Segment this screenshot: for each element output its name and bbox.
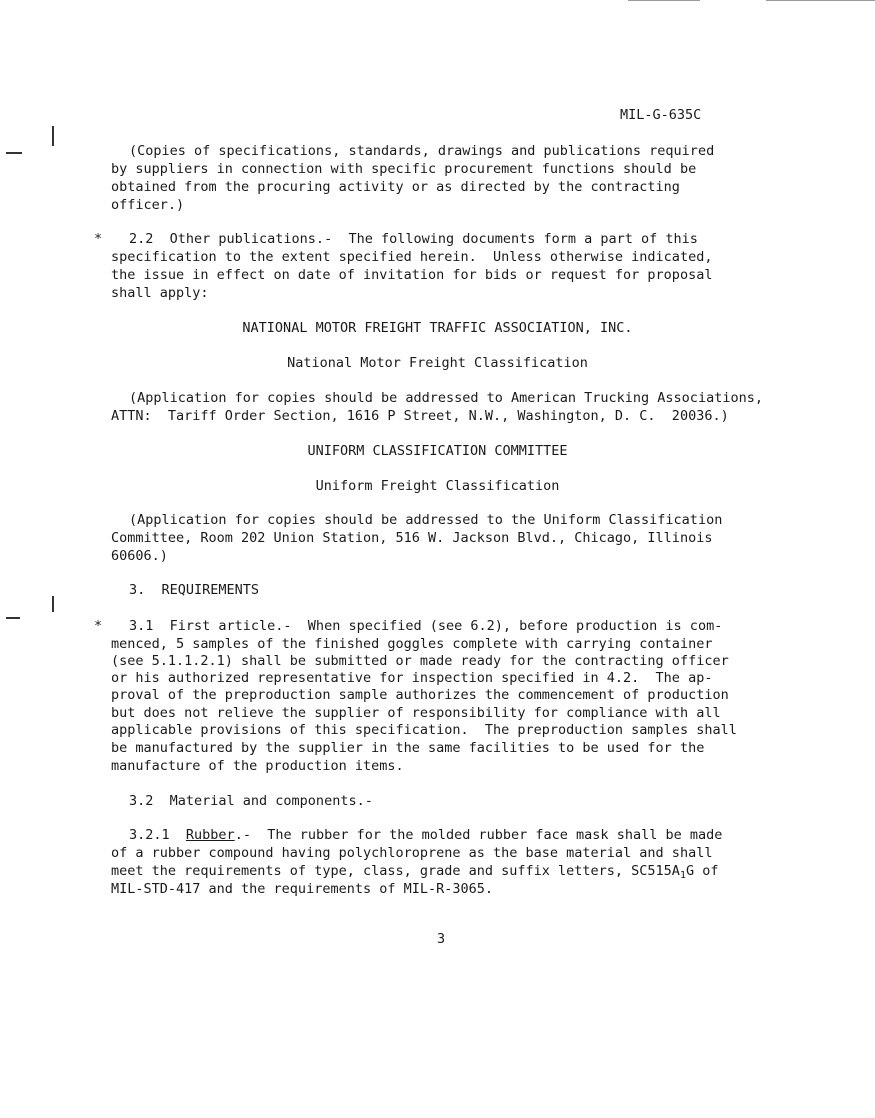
text-line: the issue in effect on date of invitation for bids or request for proposal <box>111 267 713 283</box>
margin-mark <box>52 596 54 612</box>
paragraph-text: .- The rubber for the molded rubber face mask shall be made <box>234 827 723 843</box>
text-line: (Application for copies should be addressed to American Trucking Associations, <box>129 390 763 406</box>
text-line: 3.1 First article.- When specified (see 6.2), before production is com- <box>129 618 723 634</box>
text-line: by suppliers in connection with specific procurement functions should be <box>111 161 697 177</box>
text-line <box>129 826 722 844</box>
section-heading: 3. REQUIREMENTS <box>129 582 260 598</box>
text-line: menced, 5 samples of the finished goggles complete with carrying container <box>111 636 713 652</box>
publication-title: National Motor Freight Classification <box>287 355 588 371</box>
text-line: ATTN: Tariff Order Section, 1616 P Street, N.W., Washington, D. C. 20036.) <box>111 408 729 424</box>
text-line: (Copies of specifications, standards, drawings and publications required <box>129 143 715 159</box>
scan-edge-mark <box>766 0 875 1</box>
org-heading: NATIONAL MOTOR FREIGHT TRAFFIC ASSOCIATION, INC. <box>242 320 633 336</box>
text-line: or his authorized representative for inspection specified in 4.2. The ap- <box>111 670 713 686</box>
text-line: obtained from the procuring activity or as directed by the contracting <box>111 179 680 195</box>
change-mark: * <box>94 618 103 634</box>
section-heading: 3.2 Material and components.- <box>129 793 373 809</box>
text-line: officer.) <box>111 197 185 213</box>
text-line: shall apply: <box>111 285 209 301</box>
margin-mark <box>6 617 20 619</box>
margin-mark <box>52 126 54 146</box>
text-line: applicable provisions of this specification. The preproduction samples shall <box>111 722 737 738</box>
text-line: manufacture of the production items. <box>111 758 404 774</box>
doc-number: MIL-G-635C <box>620 107 702 123</box>
scan-edge-mark <box>628 0 700 1</box>
margin-mark <box>6 152 22 154</box>
text-line: (Application for copies should be addressed to the Uniform Classification <box>129 512 723 528</box>
org-heading: UNIFORM CLASSIFICATION COMMITTEE <box>307 443 568 459</box>
text-line: of a rubber compound having polychloroprene as the base material and shall <box>111 845 713 861</box>
page-number: 3 <box>437 931 446 947</box>
text-line: (see 5.1.1.2.1) shall be submitted or made ready for the contracting officer <box>111 653 729 669</box>
text-line: 60606.) <box>111 548 168 564</box>
text-line: but does not relieve the supplier of responsibility for compliance with all <box>111 705 721 721</box>
change-mark: * <box>94 231 103 247</box>
paragraph-title: Rubber <box>185 827 235 843</box>
paragraph-number: 3.2.1 <box>129 827 170 843</box>
subscript: 1 <box>679 870 686 881</box>
paragraph-text: meet the requirements of type, class, grade and suffix letters, SC515A <box>111 863 680 879</box>
text-line: MIL-STD-417 and the requirements of MIL-R-3065. <box>111 881 494 897</box>
text-line: 2.2 Other publications.- The following documents form a part of this <box>129 231 698 247</box>
text-line: be manufactured by the supplier in the same facilities to be used for the <box>111 740 705 756</box>
publication-title: Uniform Freight Classification <box>315 478 560 494</box>
text-line: proval of the preproduction sample authorizes the commencement of production <box>111 687 729 703</box>
text-line: specification to the extent specified herein. Unless otherwise indicated, <box>111 249 713 265</box>
text-line: Committee, Room 202 Union Station, 516 W. Jackson Blvd., Chicago, Illinois <box>111 530 713 546</box>
paragraph-text: G of <box>685 863 719 879</box>
